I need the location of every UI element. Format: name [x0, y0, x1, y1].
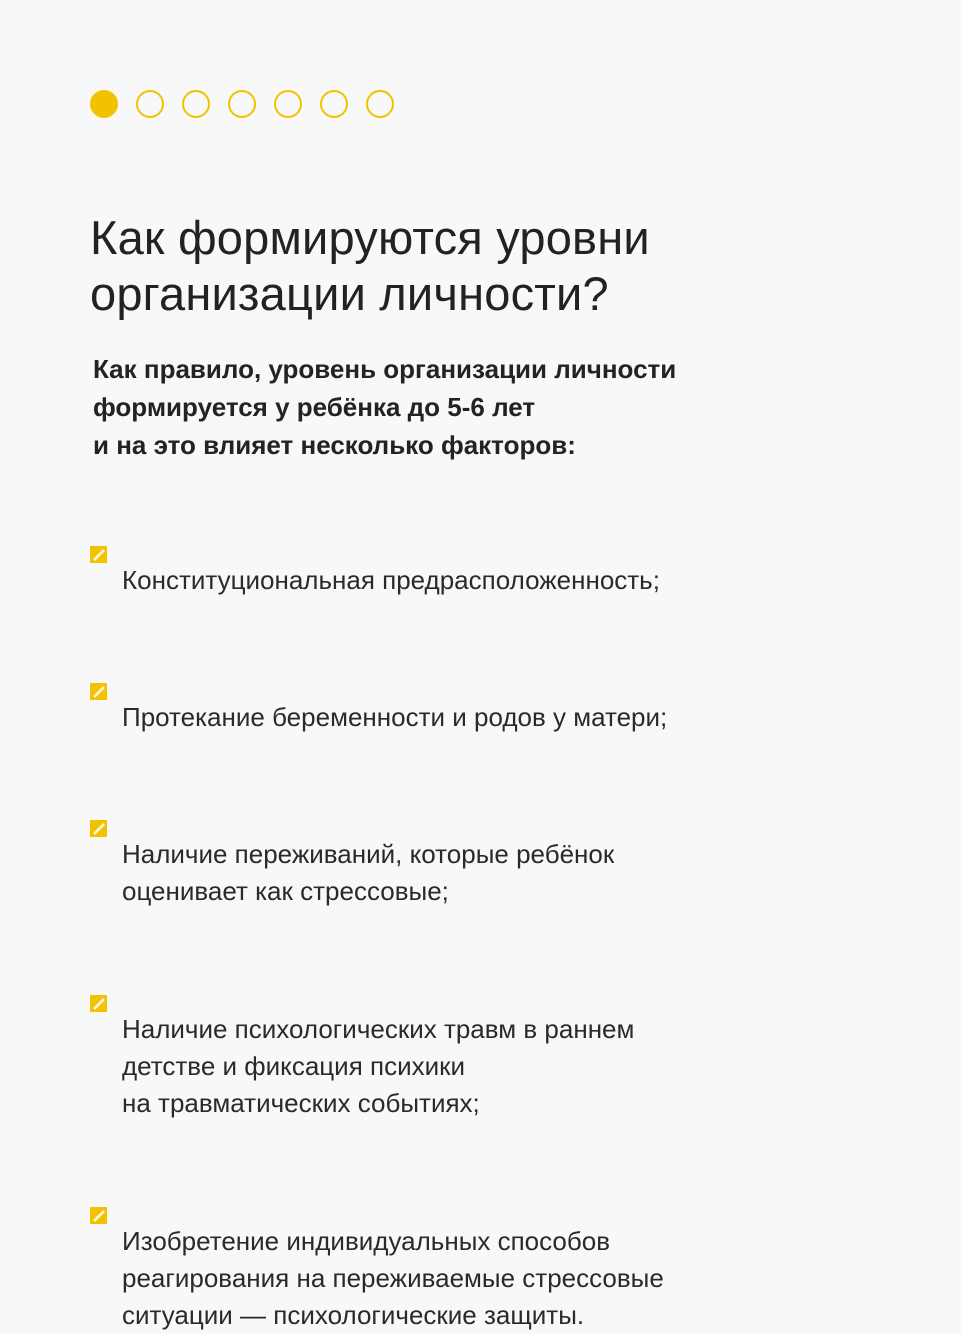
pencil-icon: [90, 1160, 107, 1177]
pagination-dot-6[interactable]: [320, 90, 348, 118]
factors-list: [90, 488, 890, 1334]
list-item: [90, 1149, 890, 1334]
pencil-icon: [90, 636, 107, 653]
list-item: [90, 762, 890, 910]
list-item: [90, 625, 890, 736]
list-item: [90, 488, 890, 599]
pagination-dot-2[interactable]: [136, 90, 164, 118]
list-item-label: Протекание беременности и родов у матери;: [122, 702, 668, 732]
list-item-label: Наличие переживаний, которые ребёнок оценивает как стрессовые;: [122, 839, 615, 906]
slide-pagination: [90, 90, 394, 118]
pagination-dot-5[interactable]: [274, 90, 302, 118]
pagination-dot-7[interactable]: [366, 90, 394, 118]
pagination-dot-1[interactable]: [90, 90, 118, 118]
list-item-label: Изобретение индивидуальных способов реагирования на переживаемые стрессовые ситуации — психологические защиты.: [122, 1226, 664, 1330]
pencil-icon: [90, 773, 107, 790]
list-item-label: Наличие психологических травм в раннем детстве и фиксация психики на травматических событиях;: [122, 1014, 635, 1118]
pencil-icon: [90, 948, 107, 965]
list-item-label: Конституциональная предрасположенность;: [122, 565, 660, 595]
list-item: [90, 937, 890, 1122]
intro-text: Как правило, уровень организации личности формируется у ребёнка до 5-6 лет и на это влияет несколько факторов:: [93, 354, 677, 460]
pagination-dot-3[interactable]: [182, 90, 210, 118]
pagination-dot-4[interactable]: [228, 90, 256, 118]
page-title: Как формируются уровни организации личности?: [90, 211, 650, 320]
pencil-icon: [90, 499, 107, 516]
